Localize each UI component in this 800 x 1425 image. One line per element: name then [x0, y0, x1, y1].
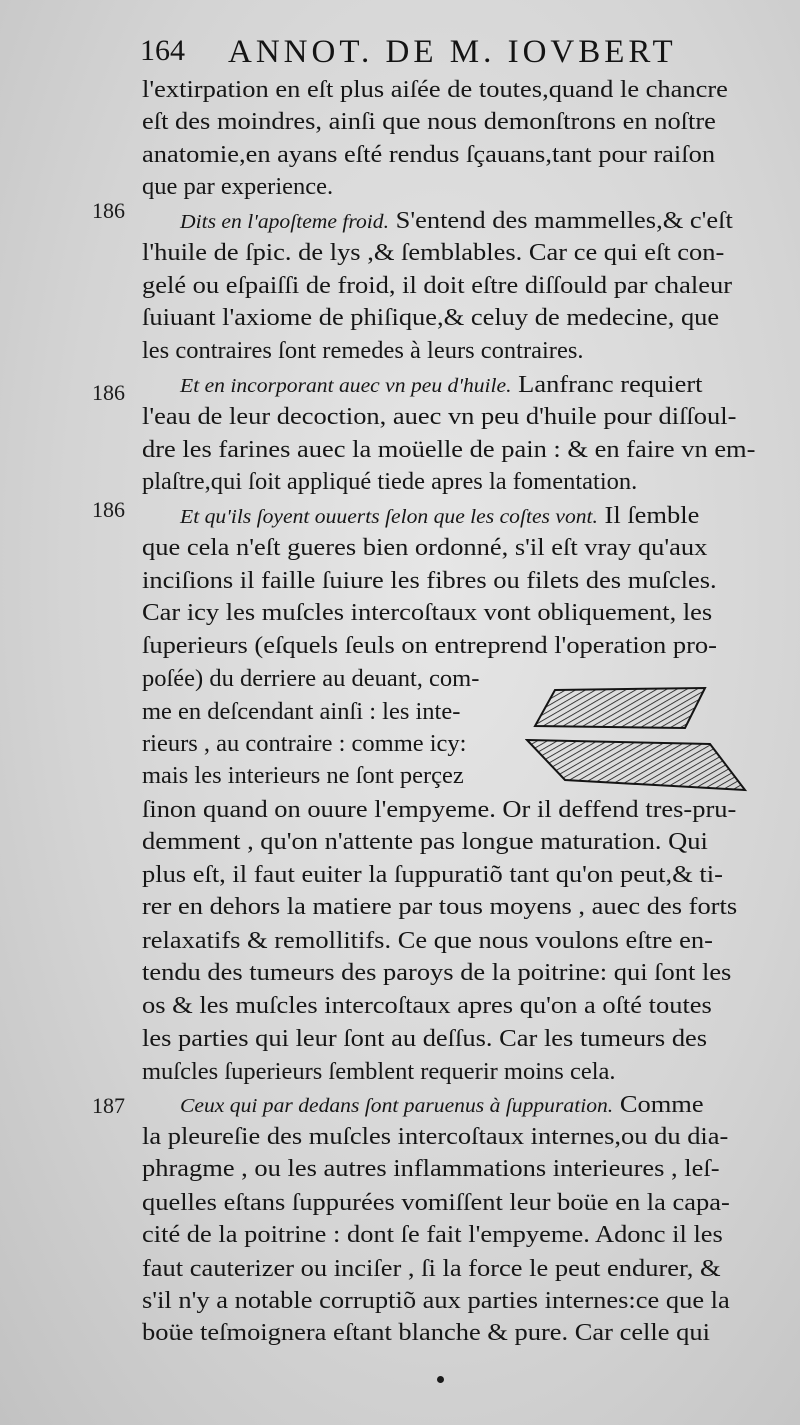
text-line — [142, 991, 712, 1021]
running-header — [140, 30, 760, 74]
text-segment: tendu des tumeurs des paroys de la poitrine: qui ſont les — [142, 959, 732, 986]
margin-note-number: 187 — [92, 1093, 125, 1118]
text-segment: rieurs , au contraire : comme icy: — [142, 730, 467, 757]
text-segment: ſuiuant l'axiome de phiſique,& celuy de medecine, que — [142, 304, 720, 331]
text-line — [180, 1090, 704, 1120]
text-line — [142, 729, 467, 759]
text-segment: faut cauterizer ou inciſer , ſi la force le peut endurer, & — [142, 1255, 721, 1282]
text-segment: plus eſt, il faut euiter la ſuppuratiõ tant qu'on peut,& ti- — [142, 861, 723, 888]
italic-lemma: Et qu'ils ſoyent ouuerts ſelon que les coſtes vont. — [180, 506, 598, 528]
text-segment: quelles eſtans ſuppurées vomiſſent leur boüe en la capa- — [142, 1189, 730, 1216]
text-segment: inciſions il faille ſuiure les fibres ou filets des muſcles. — [142, 567, 717, 594]
text-segment: demment , qu'on n'attente pas longue maturation. Qui — [142, 828, 708, 855]
ink-dot — [437, 1376, 444, 1383]
text-segment: Lanfranc requiert — [511, 371, 703, 398]
text-line — [142, 1286, 730, 1316]
text-segment: s'il n'y a notable corruptiõ aux parties internes:ce que la — [142, 1287, 730, 1314]
text-segment: poſée) du derriere au deuant, com- — [142, 665, 480, 692]
text-segment: dre les farines auec la moüelle de pain : & en faire vn em- — [142, 436, 756, 463]
text-segment: relaxatifs & remollitifs. Ce que nous voulons eſtre en- — [142, 927, 713, 954]
text-segment: Il ſemble — [597, 502, 700, 529]
italic-lemma: Dits en l'apoſteme froid. — [180, 211, 389, 233]
margin-note-number: 186 — [92, 198, 125, 223]
text-segment: me en deſcendant ainſi : les inte- — [142, 698, 461, 725]
text-segment: ſuperieurs (eſquels ſeuls on entreprend l'operation pro- — [142, 632, 717, 659]
text-line — [142, 697, 460, 727]
text-segment: l'extirpation en eſt plus aiſée de toutes,quand le chancre — [142, 76, 728, 103]
margin-note-number: 186 — [92, 497, 125, 522]
text-line — [142, 467, 637, 497]
text-line — [142, 271, 732, 301]
text-line — [142, 664, 479, 694]
text-line — [142, 172, 333, 202]
italic-lemma: Et en incorporant auec vn peu d'huile. — [180, 375, 512, 397]
text-line — [142, 140, 715, 170]
text-line — [142, 827, 708, 857]
text-line — [142, 402, 736, 432]
text-segment: rer en dehors la matiere par tous moyens , auec des forts — [142, 893, 738, 920]
text-segment: eſt des moindres, ainſi que nous demonſtrons en noſtre — [142, 108, 716, 135]
text-segment: la pleureſie des muſcles intercoſtaux internes,ou du dia- — [142, 1123, 729, 1150]
italic-lemma: Ceux qui par dedans ſont paruenus à ſuppuration. — [180, 1095, 614, 1117]
text-line — [142, 566, 717, 596]
text-line — [142, 598, 712, 628]
text-line — [142, 926, 713, 956]
text-line — [142, 303, 719, 333]
text-line — [180, 370, 703, 400]
text-line — [180, 206, 733, 236]
text-line — [142, 795, 736, 825]
text-line — [180, 501, 699, 531]
text-segment: l'huile de ſpic. de lys ,& ſemblables. Car ce qui eſt con- — [142, 239, 725, 266]
text-line — [142, 1122, 728, 1152]
text-line — [142, 238, 724, 268]
text-line — [142, 533, 707, 563]
text-segment: os & les muſcles intercoſtaux apres qu'on a oſté toutes — [142, 992, 712, 1019]
text-line — [142, 1024, 707, 1054]
text-segment: phragme , ou les autres inflammations interieures , leſ- — [142, 1155, 720, 1182]
text-segment: plaſtre,qui ſoit appliqué tiede apres la fomentation. — [142, 468, 638, 495]
text-line — [142, 892, 737, 922]
text-segment: l'eau de leur decoction, auec vn peu d'huile pour diſſoul- — [142, 403, 737, 430]
text-segment: que par experience. — [142, 173, 334, 200]
text-line — [142, 435, 755, 465]
text-segment: Car icy les muſcles intercoſtaux vont obliquement, les — [142, 599, 713, 626]
text-segment: que cela n'eſt gueres bien ordonné, s'il eſt vray qu'aux — [142, 534, 708, 561]
text-line — [142, 1057, 616, 1087]
text-line — [142, 1220, 723, 1250]
inferior-muscle-figure — [527, 740, 745, 790]
text-segment: gelé ou eſpaiſſi de froid, il doit eſtre diſſould par chaleur — [142, 272, 733, 299]
text-segment: boüe teſmoignera eſtant blanche & pure. Car celle qui — [142, 1319, 710, 1346]
page-number: 164 — [140, 34, 185, 67]
running-title: ANNOT. DE M. IOVBERT — [228, 34, 677, 70]
intercostal-fibers-figure — [525, 684, 770, 796]
text-line — [142, 1154, 720, 1184]
text-segment: anatomie,en ayans eſté rendus ſçauans,tant pour raiſon — [142, 141, 716, 168]
text-line — [142, 1254, 721, 1284]
text-segment: cité de la poitrine : dont ſe fait l'empyeme. Adonc il les — [142, 1221, 723, 1248]
text-line — [142, 958, 731, 988]
text-line — [142, 1318, 710, 1348]
superior-muscle-figure — [535, 688, 705, 728]
text-line — [142, 761, 464, 791]
text-line — [142, 1188, 730, 1218]
text-segment: les contraires ſont remedes à leurs contraires. — [142, 337, 584, 364]
text-segment: ſinon quand on ouure l'empyeme. Or il deffend tres-pru- — [142, 796, 737, 823]
text-line — [142, 107, 716, 137]
text-line — [142, 631, 717, 661]
text-segment: les parties qui leur ſont au deſſus. Car les tumeurs des — [142, 1025, 708, 1052]
text-segment: muſcles ſuperieurs ſemblent requerir moins cela. — [142, 1058, 616, 1085]
text-line — [142, 75, 728, 105]
margin-note-number: 186 — [92, 380, 125, 405]
text-segment: S'entend des mammelles,& c'eſt — [388, 207, 733, 234]
text-segment: Comme — [613, 1091, 704, 1118]
text-line — [142, 336, 584, 366]
text-segment: mais les interieurs ne ſont perçez — [142, 762, 464, 789]
text-line — [142, 860, 723, 890]
